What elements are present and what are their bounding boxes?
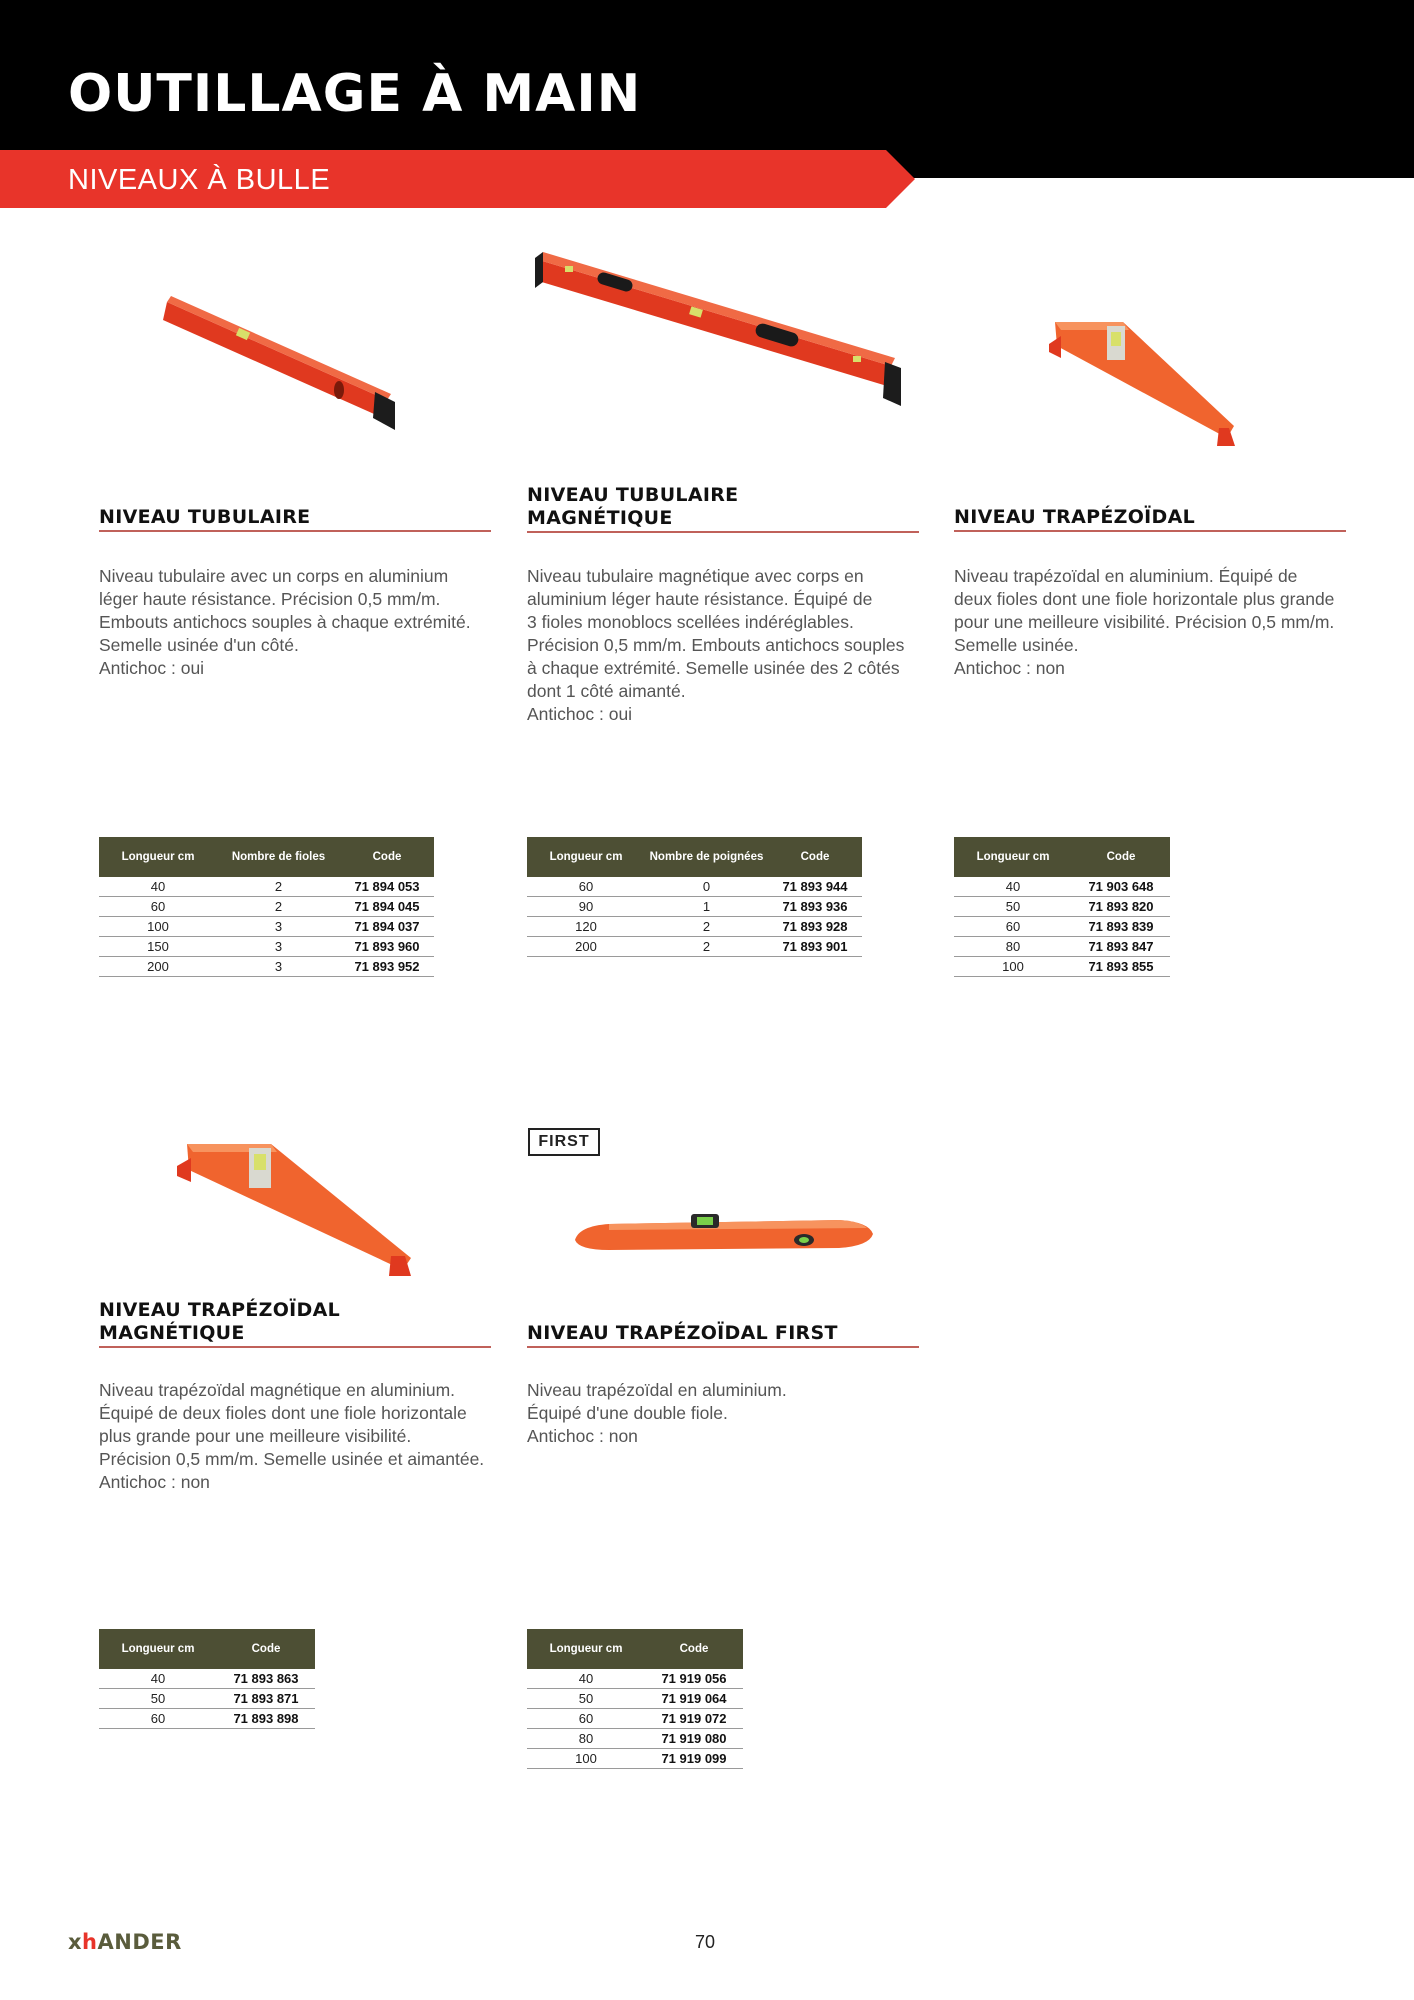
col-header: Longueur cm — [549, 1643, 623, 1655]
desc-line: Embouts antichocs souples à chaque extrémité. — [99, 612, 471, 632]
spec-table — [99, 1629, 315, 1729]
table-row — [954, 917, 1170, 937]
col-header: Code — [251, 1643, 281, 1655]
col-header: Longueur cm — [549, 851, 623, 863]
product-name: NIVEAU TRAPÉZOÏDAL — [99, 1299, 340, 1321]
desc-line: Équipé de deux fioles dont une fiole horizontale — [99, 1403, 467, 1423]
page-title: OUTILLAGE À MAIN — [68, 64, 642, 124]
table-cell: 100 — [99, 917, 217, 937]
table-cell: 71 894 053 — [340, 877, 434, 897]
table-cell: 100 — [527, 1749, 645, 1769]
desc-line: Équipé d'une double fiole. — [527, 1403, 728, 1423]
table-row — [954, 937, 1170, 957]
table-cell: 60 — [99, 897, 217, 917]
table-cell: 71 919 072 — [645, 1709, 743, 1729]
table-row — [99, 897, 434, 917]
desc-line: léger haute résistance. Précision 0,5 mm/m. — [99, 589, 441, 609]
desc-line: Semelle usinée. — [954, 635, 1079, 655]
product-name: NIVEAU TRAPÉZOÏDAL FIRST — [527, 1322, 838, 1344]
table-row — [527, 937, 862, 957]
table-cell: 71 893 928 — [768, 917, 862, 937]
product-name: NIVEAU TUBULAIRE — [527, 484, 739, 506]
product-name: NIVEAU TRAPÉZOÏDAL — [954, 506, 1195, 528]
page-number: 70 — [695, 1932, 716, 1952]
table-cell: 2 — [645, 917, 768, 937]
table-cell: 0 — [645, 877, 768, 897]
product-image — [177, 1140, 417, 1280]
table-row — [527, 1669, 743, 1689]
desc-line: Précision 0,5 mm/m. Semelle usinée et aimantée. — [99, 1449, 485, 1469]
table-cell: 71 919 080 — [645, 1729, 743, 1749]
table-cell: 2 — [217, 897, 340, 917]
table-cell: 60 — [527, 1709, 645, 1729]
table-cell: 71 893 855 — [1072, 957, 1170, 977]
table-row — [527, 877, 862, 897]
desc-line: Semelle usinée d'un côté. — [99, 635, 299, 655]
section-title: NIVEAUX À BULLE — [68, 164, 331, 196]
desc-line: pour une meilleure visibilité. Précision 0,5 mm/m. — [954, 612, 1335, 632]
table-row — [99, 937, 434, 957]
table-cell: 80 — [954, 937, 1072, 957]
spec-table — [527, 837, 862, 957]
table-row — [954, 897, 1170, 917]
table-row — [99, 1709, 315, 1729]
table-cell: 200 — [527, 937, 645, 957]
desc-line: aluminium léger haute résistance. Équipé de — [527, 589, 873, 609]
table-row — [99, 1669, 315, 1689]
desc-line: Niveau tubulaire avec un corps en aluminium — [99, 566, 449, 586]
desc-line: Niveau tubulaire magnétique avec corps en — [527, 566, 864, 586]
table-row — [99, 957, 434, 977]
table-cell: 3 — [217, 957, 340, 977]
table-row — [954, 877, 1170, 897]
table-cell: 71 893 871 — [217, 1689, 315, 1709]
desc-line: Antichoc : non — [954, 658, 1065, 678]
table-cell: 40 — [954, 877, 1072, 897]
table-cell: 71 893 901 — [768, 937, 862, 957]
desc-line: 3 fioles monoblocs scellées indéréglables. — [527, 612, 854, 632]
desc-line: Antichoc : oui — [527, 704, 633, 724]
desc-line: Antichoc : non — [99, 1472, 210, 1492]
col-header: Nombre de fioles — [231, 851, 326, 863]
table-row — [527, 917, 862, 937]
table-row — [99, 877, 434, 897]
col-header: Nombre de poignées — [649, 851, 764, 863]
table-cell: 60 — [527, 877, 645, 897]
desc-line: Niveau trapézoïdal en aluminium. — [527, 1380, 787, 1400]
table-cell: 71 893 839 — [1072, 917, 1170, 937]
table-cell: 71 919 056 — [645, 1669, 743, 1689]
table-cell: 40 — [99, 1669, 217, 1689]
table-cell: 2 — [645, 937, 768, 957]
table-row — [99, 1689, 315, 1709]
product-name: NIVEAU TUBULAIRE — [99, 506, 311, 528]
col-header: Longueur cm — [121, 1643, 195, 1655]
table-cell: 71 903 648 — [1072, 877, 1170, 897]
table-cell: 71 894 045 — [340, 897, 434, 917]
table-cell: 71 893 944 — [768, 877, 862, 897]
desc-line: Précision 0,5 mm/m. Embouts antichocs souples — [527, 635, 905, 655]
table-row — [527, 1749, 743, 1769]
col-header: Code — [679, 1643, 709, 1655]
spec-table — [954, 837, 1170, 977]
table-cell: 71 893 863 — [217, 1669, 315, 1689]
table-cell: 1 — [645, 897, 768, 917]
table-cell: 71 893 936 — [768, 897, 862, 917]
desc-line: Antichoc : oui — [99, 658, 205, 678]
table-row — [954, 957, 1170, 977]
product-image — [159, 290, 399, 440]
desc-line: Antichoc : non — [527, 1426, 638, 1446]
product-name: MAGNÉTIQUE — [99, 1322, 245, 1344]
table-cell: 100 — [954, 957, 1072, 977]
table-cell: 50 — [954, 897, 1072, 917]
brand-logo: xhANDER — [68, 1930, 182, 1954]
desc-line: dont 1 côté aimanté. — [527, 681, 686, 701]
table-row — [527, 1689, 743, 1709]
table-cell: 71 919 099 — [645, 1749, 743, 1769]
table-cell: 60 — [954, 917, 1072, 937]
table-cell: 71 893 847 — [1072, 937, 1170, 957]
desc-line: deux fioles dont une fiole horizontale plus grande — [954, 589, 1335, 609]
table-cell: 150 — [99, 937, 217, 957]
col-header: Longueur cm — [976, 851, 1050, 863]
table-cell: 40 — [527, 1669, 645, 1689]
brand-first-badge: FIRST — [528, 1128, 600, 1156]
col-header: Code — [372, 851, 402, 863]
table-cell: 3 — [217, 937, 340, 957]
desc-line: à chaque extrémité. Semelle usinée des 2 côtés — [527, 658, 900, 678]
desc-line: plus grande pour une meilleure visibilité. — [99, 1426, 412, 1446]
col-header: Code — [1106, 851, 1136, 863]
table-row — [527, 1709, 743, 1729]
col-header: Code — [800, 851, 830, 863]
product-name: MAGNÉTIQUE — [527, 507, 673, 529]
product-image — [535, 248, 905, 408]
desc-line: Niveau trapézoïdal magnétique en aluminium. — [99, 1380, 456, 1400]
table-cell: 71 893 820 — [1072, 897, 1170, 917]
table-row — [527, 1729, 743, 1749]
spec-table — [527, 1629, 743, 1769]
table-cell: 71 893 898 — [217, 1709, 315, 1729]
table-cell: 60 — [99, 1709, 217, 1729]
product-image — [1049, 316, 1239, 451]
spec-table — [99, 837, 434, 977]
table-cell: 50 — [99, 1689, 217, 1709]
col-header: Longueur cm — [121, 851, 195, 863]
table-row — [99, 917, 434, 937]
table-row — [527, 897, 862, 917]
table-cell: 50 — [527, 1689, 645, 1709]
table-cell: 120 — [527, 917, 645, 937]
table-cell: 71 893 952 — [340, 957, 434, 977]
table-cell: 80 — [527, 1729, 645, 1749]
desc-line: Niveau trapézoïdal en aluminium. Équipé de — [954, 566, 1298, 586]
table-cell: 71 919 064 — [645, 1689, 743, 1709]
product-image — [569, 1210, 879, 1260]
table-cell: 2 — [217, 877, 340, 897]
table-cell: 200 — [99, 957, 217, 977]
table-cell: 40 — [99, 877, 217, 897]
table-cell: 90 — [527, 897, 645, 917]
table-cell: 71 893 960 — [340, 937, 434, 957]
table-cell: 71 894 037 — [340, 917, 434, 937]
table-cell: 3 — [217, 917, 340, 937]
